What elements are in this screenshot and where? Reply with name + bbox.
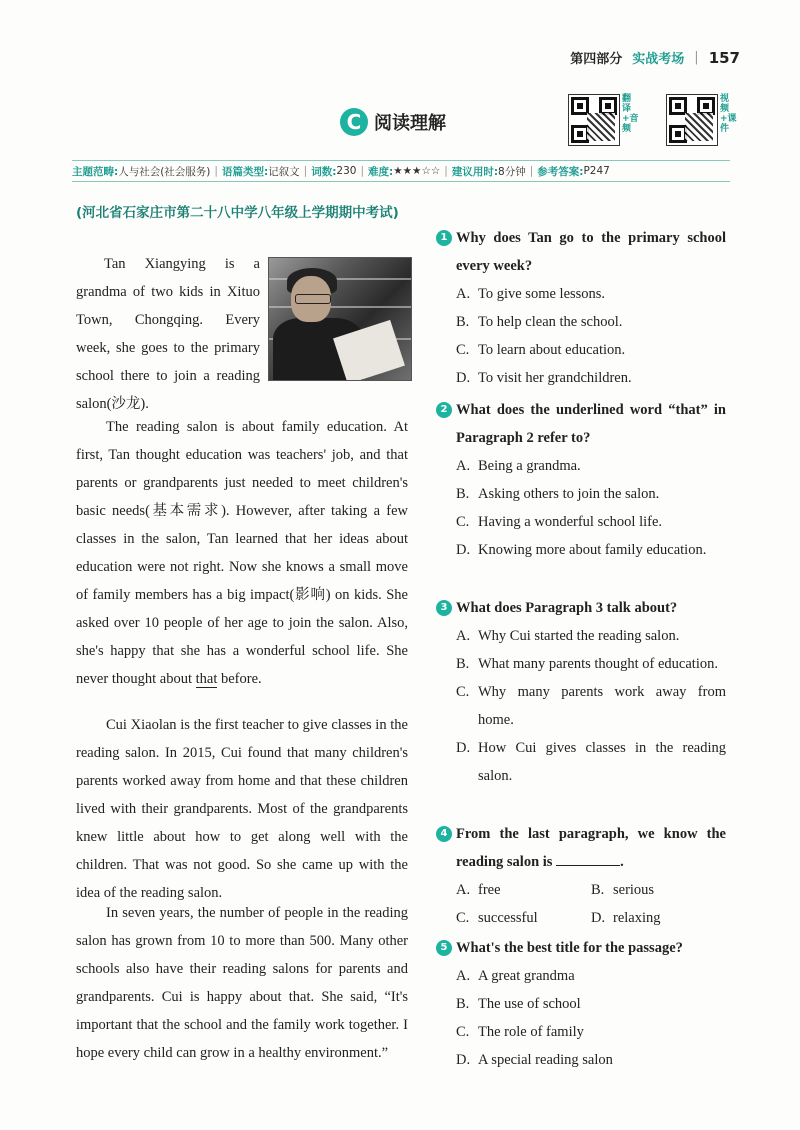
section-label: 实战考场	[632, 52, 685, 67]
answer-blank	[556, 849, 620, 866]
question-2	[436, 396, 726, 564]
option-d[interactable]: D. How Cui gives classes in the reading salon.	[456, 740, 726, 784]
option-b[interactable]: B. What many parents thought of education.	[456, 656, 718, 672]
option-a[interactable]: A. Why Cui started the reading salon.	[456, 628, 680, 644]
answer-label: 参考答案:	[537, 165, 584, 178]
genre-value: 记叙文	[268, 165, 300, 178]
words-value: 230	[336, 165, 357, 177]
passage-source: (河北省石家庄市第二十八中学八年级上学期期中考试)	[76, 205, 399, 221]
words-label: 词数:	[311, 165, 337, 178]
qr-label-translation: 翻译+音频	[622, 94, 639, 134]
option-c[interactable]: C. Why many parents work away from home.	[456, 684, 726, 728]
time-value: 8分钟	[498, 165, 526, 178]
page-header	[570, 48, 740, 67]
question-number-icon: 3	[436, 600, 452, 616]
option-c[interactable]: C. To learn about education.	[456, 342, 626, 358]
option-b[interactable]: B. To help clean the school.	[456, 314, 623, 330]
answer-value: P247	[583, 165, 610, 177]
grandma-photo	[268, 257, 412, 381]
info-bar: 主题范畴: 人与社会(社会服务) | 语篇类型: 记叙文 | 词数: 230 | 难度: ★★★☆☆ | 建议用时: 8分钟 | 参考答案: P247	[72, 160, 730, 182]
question-number-icon: 1	[436, 230, 452, 246]
question-stem: What does the underlined word “that” in Paragraph 2 refer to?	[456, 402, 726, 446]
qr-code-video[interactable]	[666, 94, 718, 146]
paragraph-2	[76, 413, 408, 693]
genre-label: 语篇类型:	[221, 165, 269, 178]
option-d[interactable]: D. To visit her grandchildren.	[456, 370, 632, 386]
option-d[interactable]: D. relaxing	[591, 910, 661, 926]
option-a[interactable]: A. free	[456, 882, 501, 898]
difficulty-stars: ★★★☆☆	[393, 165, 441, 177]
question-3	[436, 594, 726, 790]
question-stem: From the last paragraph, we know the reading salon is	[456, 826, 726, 870]
topic-value: 人与社会(社会服务)	[118, 165, 211, 178]
part-label: 第四部分	[570, 52, 623, 67]
question-number-icon: 2	[436, 402, 452, 418]
question-number-icon: 4	[436, 826, 452, 842]
paragraph-2-end: before.	[217, 671, 262, 687]
time-label: 建议用时:	[451, 165, 499, 178]
question-4: 4 From the last paragraph, we know the reading salon is . A. free B. serious C. successful D. relaxing	[436, 820, 726, 932]
paragraph-2-text: The reading salon is about family education. At first, Tan thought education was teachers' job, and that parents or grandparents just needed to meet children's basic needs(基本需求). However, after taking a few classes in the salon, Tan learned that her ideas about education were not right. Now she knows a small move of family members has a big impact(影响) on kids. She asked over 10 people of her age to join the salon. Also, she's happy that she has a wonderful school life. She never thought about	[76, 419, 408, 687]
paragraph-3: Cui Xiaolan is the first teacher to give classes in the reading salon. In 2015, Cui found that many children's parents worked away from home and that these children lived with their grandparents. Most of the grandparents knew little about how to get along well with the children. That was not good. So she came up with the idea of the reading salon.	[76, 717, 408, 901]
qr-code-translation[interactable]	[568, 94, 620, 146]
option-a[interactable]: A. Being a grandma.	[456, 458, 581, 474]
option-a[interactable]: A. A great grandma	[456, 968, 575, 984]
section-title	[340, 108, 446, 136]
section-title-text: 阅读理解	[374, 113, 446, 134]
question-5	[436, 934, 726, 1074]
question-stem: What's the best title for the passage?	[456, 940, 683, 956]
header-divider: |	[694, 50, 699, 65]
option-c[interactable]: C. The role of family	[456, 1024, 584, 1040]
section-c-icon: C	[340, 108, 368, 136]
option-b[interactable]: B. Asking others to join the salon.	[456, 486, 660, 502]
underlined-word: that	[195, 671, 218, 687]
question-1	[436, 224, 726, 392]
page-number: 157	[708, 48, 740, 67]
qr-label-video: 视频+课件	[720, 94, 737, 134]
paragraph-1: Tan Xiangying is a grandma of two kids in Xituo Town, Chongqing. Every week, she goes to the primary school there to join a reading salon(沙龙).	[76, 256, 260, 412]
option-d[interactable]: D. A special reading salon	[456, 1052, 613, 1068]
question-number-icon: 5	[436, 940, 452, 956]
difficulty-label: 难度:	[368, 165, 394, 178]
question-stem: What does Paragraph 3 talk about?	[456, 600, 678, 616]
option-c[interactable]: C. Having a wonderful school life.	[456, 514, 663, 530]
option-a[interactable]: A. To give some lessons.	[456, 286, 606, 302]
option-b[interactable]: B. serious	[591, 882, 655, 898]
option-b[interactable]: B. The use of school	[456, 996, 581, 1012]
topic-label: 主题范畴:	[72, 165, 119, 178]
paragraph-4: In seven years, the number of people in the reading salon has grown from 10 to more than 500. Many other schools also have their reading salons for parents and grandparents. Cui is happy about that. She said, “It's important that the school and the family work together. I hope every child can grow in a healthy environment.”	[76, 905, 408, 1061]
option-c[interactable]: C. successful	[456, 910, 538, 926]
question-stem: Why does Tan go to the primary school every week?	[456, 230, 726, 274]
option-d[interactable]: D. Knowing more about family education.	[456, 542, 707, 558]
